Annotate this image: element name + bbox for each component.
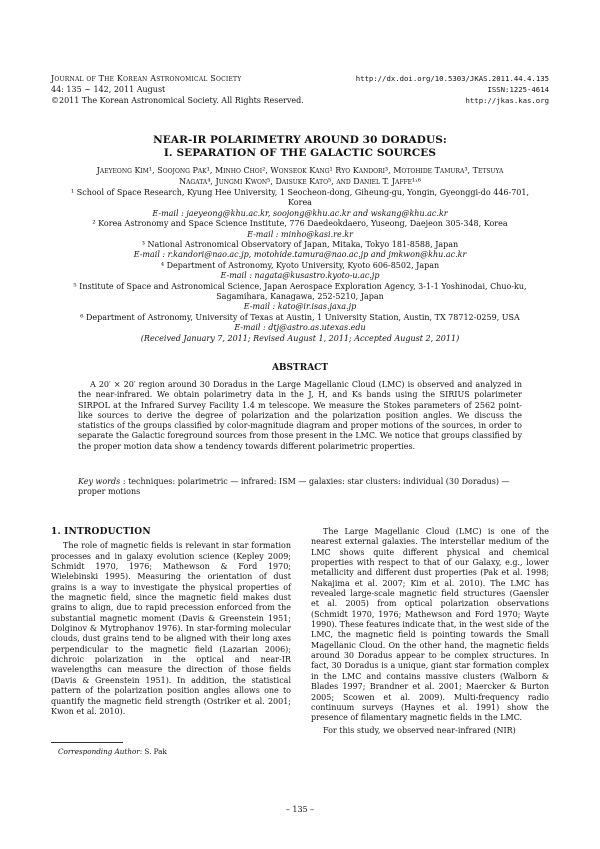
footnote-rule: [51, 742, 123, 743]
authors-line-1: Jaeyeong Kim¹, Soojong Pak¹, Minho Choi², Wonseok Kang¹ Ryo Kandori³, Motohide Tamura³, Tetsuya: [96, 166, 504, 175]
title-line-1: NEAR-IR POLARIMETRY AROUND 30 DORADUS:: [153, 134, 447, 146]
section-heading-introduction: 1. INTRODUCTION: [51, 527, 151, 537]
author-list: [52, 165, 548, 187]
paper-title: [60, 134, 540, 160]
affiliation-3: ³ National Astronomical Observatory of Japan, Mitaka, Tokyo 181-8588, Japan E-mail : r.kandori@nao.ac.jp, motohide.tamura@nao.ac.jp and jmkwon@khu.ac.kr: [50, 240, 550, 261]
affiliations: [50, 188, 550, 344]
affiliation-6: ⁶ Department of Astronomy, University of Texas at Austin, 1 University Station, Austin, TX 78712-0259, USA E-mail : dtj@astro.as.utexas.edu: [50, 313, 550, 334]
affiliation-email: E-mail : nagata@kusastro.kyoto-u.ac.jp: [220, 271, 380, 281]
abstract-text: A 20′ × 20′ region around 30 Doradus in the Large Magellanic Cloud (LMC) is observed and analyzed in the near-infrared. We obtain polarimetry data in the J, H, and Ks bands using the SIRIUS polarimeter SIRPOL at the Infrared Survey Facility 1.4 m telescope. We measure the Stokes parameters of 2562 point-like sources to derive the degree of polarization and the polarization position angles. We discuss the statistics of the groups classified by color-magnitude diagram and proper motions of the sources, in order to separate the Galactic foreground sources from those present in the LMC. We notice that groups classified by the proper motion data show a tendency towards different polarimetric properties.: [78, 380, 522, 451]
affiliation-email: E-mail : jaeyeong@khu.ac.kr, soojong@khu.ac.kr and wskang@khu.ac.kr: [152, 208, 448, 218]
footnote-text: : S. Pak: [139, 747, 167, 756]
page-number: – 135 –: [285, 805, 315, 814]
affiliation-2: ² Korea Astronomy and Space Science Institute, 776 Daedeokdaero, Yuseong, Daejeon 305-348, Korea E-mail : minho@kasi.re.kr: [50, 219, 550, 240]
abstract-heading: ABSTRACT: [271, 363, 329, 373]
title-line-2: I. SEPARATION OF THE GALACTIC SOURCES: [163, 147, 437, 159]
affiliation-4: ⁴ Department of Astronomy, Kyoto University, Kyoto 606-8502, Japan E-mail : nagata@kusastro.kyoto-u.ac.jp: [50, 261, 550, 282]
journal-name: Journal of The Korean Astronomical Society: [51, 74, 242, 83]
intro-paragraph-2: The Large Magellanic Cloud (LMC) is one of the nearest external galaxies. The interstellar medium of the LMC shows quite different physical and chemical properties with respect to that of our Galaxy, e.g., lower metallicity and different dust properties (Pak et al. 1998; Nakajima et al. 2007; Kim et al. 2010). The LMC has revealed large-scale magnetic field structures (Gaensler et al. 2005) from optical polarization observations (Schmidt 1970, 1976; Mathewson and Ford 1970; Wayte 1990). These features indicate that, in the west side of the LMC, the magnetic field is pointing towards the Small Magellanic Cloud. On the other hand, the magnetic fields around 30 Doradus appear to be complex structures. In fact, 30 Doradus is a unique, giant star formation complex in the LMC and contains massive clusters (Walborn & Blades 1997; Brandner et al. 2001; Maercker & Burton 2005; Scowen et al. 2009). Multi-frequency radio continuum surveys (Haynes et al. 1991) show the presence of filamentary magnetic fields in the LMC.: [311, 527, 549, 723]
left-column: [51, 527, 291, 717]
authors-line-2: Nagata⁴, Jungmi Kwon⁵, Daisuke Kato⁵, and Daniel T. Jaffe¹˒⁶: [179, 177, 421, 186]
keywords-text: : techniques: polarimetric — infrared: ISM — galaxies: star clusters: individual (30 Doradus) — proper motions: [78, 477, 510, 497]
footnote: [58, 747, 167, 756]
issn: ISSN:1225-4614: [487, 85, 549, 94]
intro-paragraph-3: For this study, we observed near-infrared (NIR): [323, 725, 516, 735]
journal-header: [51, 73, 304, 106]
right-column: [311, 527, 549, 736]
volume-line: 44: 135 ∼ 142, 2011 August: [51, 85, 166, 94]
affiliation-email: E-mail : dtj@astro.as.utexas.edu: [234, 323, 366, 333]
footnote-label: Corresponding Author: [58, 747, 140, 756]
affiliation-5: ⁵ Institute of Space and Astronomical Science, Japan Aerospace Exploration Agency, 3-1-1 Yoshinodai, Chuo-ku, Sagamihara, Kanagawa, 252-5210, Japan E-mail : kato@ir.isas.jaxa.jp: [50, 282, 550, 313]
received-dates: (Received January 7, 2011; Revised August 1, 2011; Accepted August 2, 2011): [140, 333, 460, 343]
affiliation-email: E-mail : kato@ir.isas.jaxa.jp: [243, 302, 357, 312]
journal-links: [356, 73, 549, 106]
affiliation-1: ¹ School of Space Research, Kyung Hee University, 1 Seocheon-dong, Giheung-gu, Yongin, Gyeonggi-do 446-701, Korea E-mail : jaeyeong@khu.ac.kr, soojong@khu.ac.kr and wskang@khu.ac.kr: [50, 188, 550, 219]
doi-link[interactable]: http://dx.doi.org/10.5303/JKAS.2011.44.4.135: [355, 74, 549, 83]
keywords: [78, 477, 522, 498]
keywords-label: Key words: [78, 477, 121, 486]
affiliation-email: E-mail : r.kandori@nao.ac.jp, motohide.tamura@nao.ac.jp and jmkwon@khu.ac.kr: [133, 250, 467, 260]
intro-paragraph-1: The role of magnetic fields is relevant in star formation processes and in galaxy evolution science (Kepley 2009; Schmidt 1970, 1976; Mathewson & Ford 1970; Wielebinski 1995). Measuring the orientation of dust grains is a way to investigate the physical properties of the magnetic field, since the magnetic field makes dust grains to align, due to rapid precession enforced from the substantial magnetic moment (Davis & Greenstein 1951; Dolginov & Mytrophanov 1976). In star-forming molecular clouds, dust grains tend to be aligned with their long axes perpendicular to the magnetic field (Lazarian 2006); dichroic polarization in the optical and near-IR wavelengths can measure the direction of those fields (Davis & Greenstein 1951). In addition, the statistical pattern of the polarization position angles allows one to quantify the magnetic field strength (Ostriker et al. 2001; Kwon et al. 2010).: [51, 541, 291, 716]
copyright-line: ©2011 The Korean Astronomical Society. All Rights Reserved.: [51, 96, 304, 105]
journal-url[interactable]: http://jkas.kas.org: [465, 96, 549, 105]
affiliation-email: E-mail : minho@kasi.re.kr: [247, 229, 353, 239]
